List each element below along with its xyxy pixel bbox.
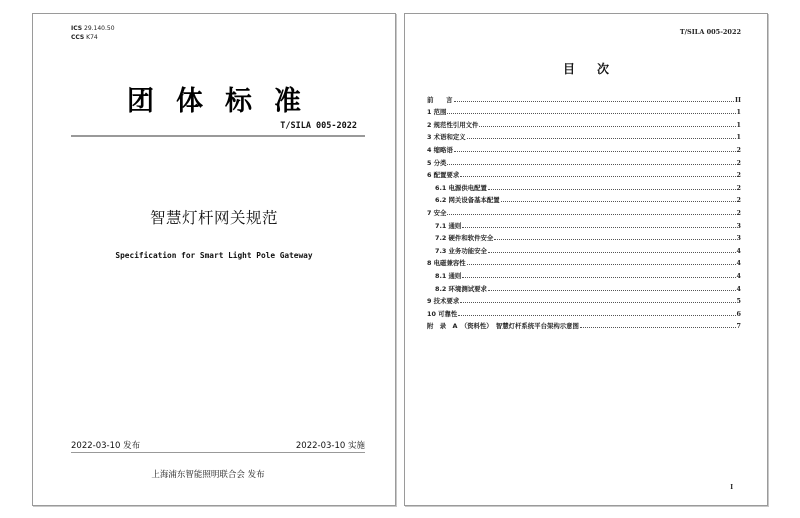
toc-dot-leader	[462, 277, 735, 278]
toc-dot-leader	[460, 176, 735, 177]
toc-entry[interactable]	[427, 179, 741, 192]
toc-entry-page: 1	[736, 133, 741, 142]
toc-entry-page: 2	[736, 171, 741, 180]
toc-entry[interactable]	[427, 318, 741, 331]
toc-dot-leader	[501, 201, 736, 202]
toc-dot-leader	[479, 126, 735, 127]
toc-dot-leader	[488, 189, 736, 190]
toc-entry-page: 2	[736, 208, 741, 217]
toc-entry[interactable]	[427, 154, 741, 167]
toc-entry-label: 8.2 环境测试要求	[435, 284, 487, 293]
toc-dot-leader	[580, 327, 736, 328]
toc-entry-page: 2	[736, 145, 741, 154]
toc-entry-page: 4	[736, 246, 741, 255]
toc-entry-page: 5	[736, 297, 741, 306]
toc-list	[427, 91, 741, 330]
ics-code	[71, 24, 115, 33]
toc-entry[interactable]	[427, 192, 741, 205]
toc-entry[interactable]	[427, 305, 741, 318]
toc-entry-page: 6	[736, 309, 741, 318]
page-header-standard-number: T/SILA 005-2022	[679, 28, 741, 36]
document-title-en: Specification for Smart Light Pole Gateway	[115, 251, 313, 260]
toc-entry-label: 6 配置要求	[427, 171, 460, 180]
toc-entry-page: 4	[736, 259, 741, 268]
toc-dot-leader	[447, 214, 735, 215]
toc-entry[interactable]	[427, 242, 741, 255]
toc-entry[interactable]	[427, 267, 741, 280]
toc-entry-label: 8 电磁兼容性	[427, 259, 466, 268]
toc-entry-page: 3	[736, 221, 741, 230]
toc-dot-leader	[467, 138, 736, 139]
toc-entry-page: 4	[736, 284, 741, 293]
page-number: I	[730, 484, 733, 491]
toc-entry-label: 10 可靠性	[427, 309, 458, 318]
toc-entry-page: II	[735, 95, 741, 104]
toc-entry-page: 3	[736, 234, 741, 243]
toc-entry-page: 1	[736, 120, 741, 129]
toc-entry-page: 2	[736, 183, 741, 192]
toc-entry-label: 2 规范性引用文件	[427, 120, 479, 129]
toc-entry[interactable]	[427, 141, 741, 154]
ics-label: ICS	[71, 25, 83, 32]
ics-value: 29.140.50	[84, 25, 115, 32]
document-title-cn: 智慧灯杆网关规范	[149, 209, 278, 227]
toc-entry[interactable]	[427, 293, 741, 306]
toc-entry-page: 4	[736, 271, 741, 280]
toc-entry-label: 7 安全	[427, 208, 447, 217]
toc-entry-label: 9 技术要求	[427, 297, 460, 306]
toc-entry[interactable]	[427, 104, 741, 117]
toc-dot-leader	[494, 239, 735, 240]
toc-entry[interactable]	[427, 230, 741, 243]
toc-entry-label: 8.1 通则	[435, 271, 462, 280]
toc-entry[interactable]	[427, 255, 741, 268]
toc-entry-page: 1	[736, 108, 741, 117]
toc-dot-leader	[462, 227, 735, 228]
toc-entry-label: 5 分类	[427, 158, 447, 167]
toc-entry-label: 6.2 网关设备基本配置	[435, 196, 500, 205]
toc-entry[interactable]	[427, 204, 741, 217]
toc-entry-label: 附 录 A （资料性） 智慧灯杆系统平台架构示意图	[427, 322, 579, 331]
toc-dot-leader	[467, 264, 736, 265]
toc-dot-leader	[454, 151, 736, 152]
toc-dot-leader	[447, 164, 735, 165]
publisher: 上海浦东智能照明联合会 发布	[151, 470, 265, 480]
toc-dot-leader	[447, 113, 735, 114]
toc-entry-label: 6.1 电源供电配置	[435, 183, 487, 192]
table-of-contents-page	[404, 13, 768, 506]
toc-entry-page: 2	[736, 158, 741, 167]
toc-entry-label: 7.3 业务功能安全	[435, 246, 487, 255]
toc-dot-leader	[458, 315, 735, 316]
toc-entry-label: 7.2 硬件和软件安全	[435, 234, 494, 243]
group-standard-title: 团体标准	[127, 86, 323, 117]
implement-date: 2022-03-10 实施	[295, 441, 365, 451]
toc-title: 目次	[562, 62, 631, 76]
classification-codes	[71, 24, 115, 42]
toc-dot-leader	[460, 302, 735, 303]
toc-dot-leader	[488, 290, 736, 291]
toc-entry-label: 7.1 通则	[435, 221, 462, 230]
toc-entry-label: 4 缩略语	[427, 145, 453, 154]
toc-entry[interactable]	[427, 167, 741, 180]
date-divider	[71, 452, 365, 453]
ccs-value: K74	[86, 34, 98, 41]
toc-entry-label: 1 范围	[427, 108, 447, 117]
toc-entry[interactable]	[427, 217, 741, 230]
title-divider	[71, 135, 365, 137]
toc-entry[interactable]	[427, 91, 741, 104]
toc-entry-label: 前 言	[427, 95, 453, 104]
toc-dot-leader	[488, 252, 736, 253]
standard-number: T/SILA 005-2022	[280, 121, 357, 131]
toc-entry-label: 3 术语和定义	[427, 133, 466, 142]
publish-date: 2022-03-10 发布	[71, 441, 141, 451]
ccs-code	[71, 33, 115, 42]
toc-entry[interactable]	[427, 280, 741, 293]
toc-entry-page: 7	[736, 322, 741, 331]
cover-page	[32, 13, 396, 506]
ccs-label: CCS	[71, 34, 85, 41]
toc-entry-page: 2	[736, 196, 741, 205]
toc-entry[interactable]	[427, 116, 741, 129]
toc-entry[interactable]	[427, 129, 741, 142]
toc-dot-leader	[454, 101, 734, 102]
